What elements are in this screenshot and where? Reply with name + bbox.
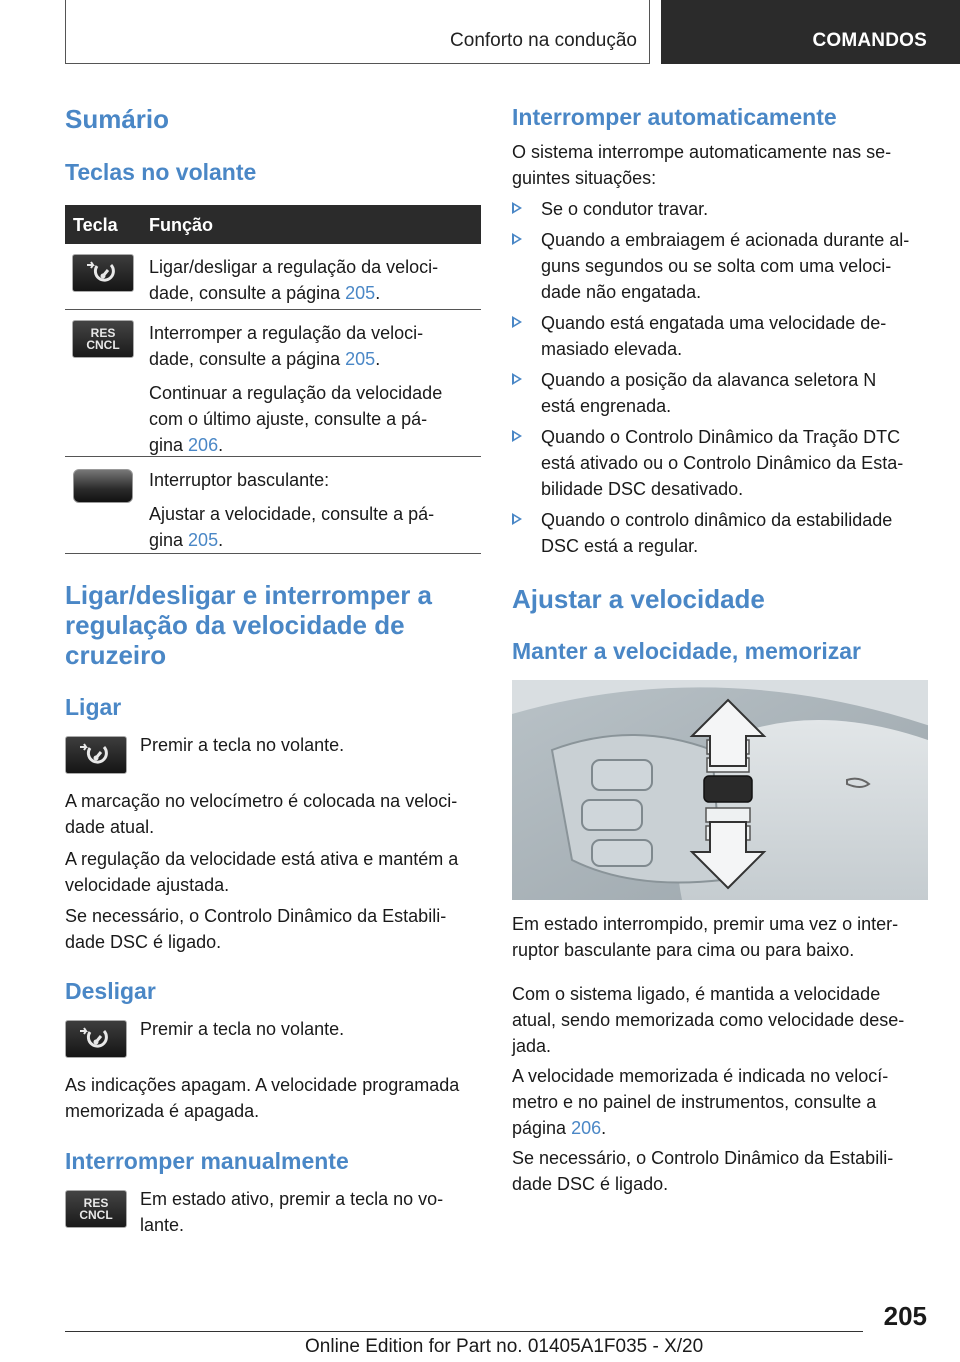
page-number: 205 [883,1301,927,1331]
table-row [65,244,481,310]
header-section-title: Conforto na condução [450,30,637,51]
page-link[interactable]: 205 [188,530,219,550]
bullet-arrow-icon [512,513,522,525]
section-title-on-off [65,580,432,670]
list-item [512,367,928,419]
function-text-end: . [218,530,224,550]
page-link[interactable]: 206 [188,435,219,455]
list-item-text: Quando o Controlo Dinâmico da Tração DTC está ativado ou o Controlo Dinâmico da Esta- bilidade DSC desativado. [541,427,904,499]
page-link[interactable]: 205 [345,349,376,369]
table-row-function [149,457,481,553]
bullet-arrow-icon [512,233,522,245]
table-header-function: Função [149,215,214,235]
section-title-line: cruzeiro [65,640,167,670]
res-cncl-icon [72,320,134,358]
page-link[interactable]: 206 [571,1118,602,1138]
desligar-paragraph: As indicações apagam. A velocidade programada memorizada é apagada. [65,1075,460,1121]
desligar-title: Desligar [65,978,156,1004]
section-title-line: Ligar/desligar e interromper a [65,580,433,610]
list-item-text: Se o condutor travar. [541,199,709,219]
summary-title: Sumário [65,104,170,134]
bullet-arrow-icon [512,316,522,328]
footer-rule [65,1331,863,1332]
bullet-arrow-icon [512,373,522,385]
header-chapter-title: COMANDOS [812,30,927,51]
cncl-label: CNCL [86,338,120,352]
res-label: RES [90,326,116,340]
function-text-end: . [375,349,381,369]
list-item [512,424,928,502]
ligar-title: Ligar [65,694,122,720]
cruise-control-icon [65,736,127,774]
res-label: RES [83,1196,109,1210]
auto-interrupt-title: Interromper automaticamente [512,104,837,130]
table-row-function [149,310,481,458]
function-text: Ajustar a velocidade, consulte a pá- gina [149,504,435,550]
function-text: Interruptor basculante: [149,470,330,490]
auto-interrupt-list [512,196,928,564]
ligar-instruction: Premir a tecla no volante. [140,735,345,755]
manual-interrupt-title: Interromper manualmente [65,1148,349,1174]
cncl-label: CNCL [79,1208,113,1222]
table-header [65,205,481,244]
paragraph-text: A velocidade memorizada é indicada no velocí- metro e no painel de instrumentos, consulte a página [512,1066,889,1138]
cruise-control-icon [65,1020,127,1058]
function-text-end: . [218,435,224,455]
list-item [512,507,928,559]
cruise-control-icon [72,254,134,292]
auto-interrupt-intro: O sistema interrompe automaticamente nas se- guintes situações: [512,142,892,188]
header-bottom-rule [65,63,649,64]
res-cncl-icon [65,1190,127,1228]
steering-wheel-illustration [512,680,928,900]
function-text: Continuar a regulação da velocidade com o último ajuste, consulte a pá- gina [149,383,443,455]
list-item-text: Quando a posição da alavanca seletora N está engrenada. [541,370,877,416]
function-text-end: . [375,283,381,303]
manual-interrupt-instruction: Em estado ativo, premir a tecla no vo- lante. [140,1189,444,1235]
list-item-text: Quando o controlo dinâmico da estabilidade DSC está a regular. [541,510,893,556]
adjust-paragraph: Com o sistema ligado, é mantida a velocidade atual, sendo memorizada como velocidade dese- jada. [512,984,905,1056]
rocker-switch-icon [72,467,134,505]
list-item [512,196,928,222]
adjust-paragraph [512,1063,888,1141]
header-divider [649,0,650,64]
table-row-function [149,244,481,306]
table-header-key: Tecla [73,215,118,235]
bullet-arrow-icon [512,430,522,442]
header-chapter-tab [661,0,960,64]
list-item [512,227,928,305]
list-item-text: Quando está engatada uma velocidade de- masiado elevada. [541,313,887,359]
function-text: Ligar/desligar a regulação da veloci- dade, consulte a página [149,257,439,303]
paragraph-text-end: . [601,1118,607,1138]
keys-table [65,205,481,554]
desligar-instruction: Premir a tecla no volante. [140,1019,345,1039]
table-row [65,457,481,554]
adjust-paragraph: Em estado interrompido, premir uma vez o inter- ruptor basculante para cima ou para baixo. [512,914,899,960]
adjust-speed-title: Ajustar a velocidade [512,584,765,614]
header-left-rule [65,0,66,64]
list-item [512,310,928,362]
page-link[interactable]: 205 [345,283,376,303]
table-row [65,310,481,457]
steering-keys-title: Teclas no volante [65,159,257,185]
bullet-arrow-icon [512,202,522,214]
ligar-paragraph: Se necessário, o Controlo Dinâmico da Estabili- dade DSC é ligado. [65,906,447,952]
keep-speed-title: Manter a velocidade, memorizar [512,638,861,664]
function-text: Interromper a regulação da veloci- dade, consulte a página [149,323,424,369]
list-item-text: Quando a embraiagem é acionada durante al- guns segundos ou se solta com uma veloci- dade não engatada. [541,230,910,302]
ligar-paragraph: A marcação no velocímetro é colocada na veloci- dade atual. [65,791,458,837]
footer-edition: Online Edition for Part no. 01405A1F035 - X/20 [305,1336,704,1357]
ligar-paragraph: A regulação da velocidade está ativa e mantém a velocidade ajustada. [65,849,459,895]
section-title-line: regulação da velocidade de [65,610,405,640]
adjust-paragraph: Se necessário, o Controlo Dinâmico da Estabili- dade DSC é ligado. [512,1148,894,1194]
